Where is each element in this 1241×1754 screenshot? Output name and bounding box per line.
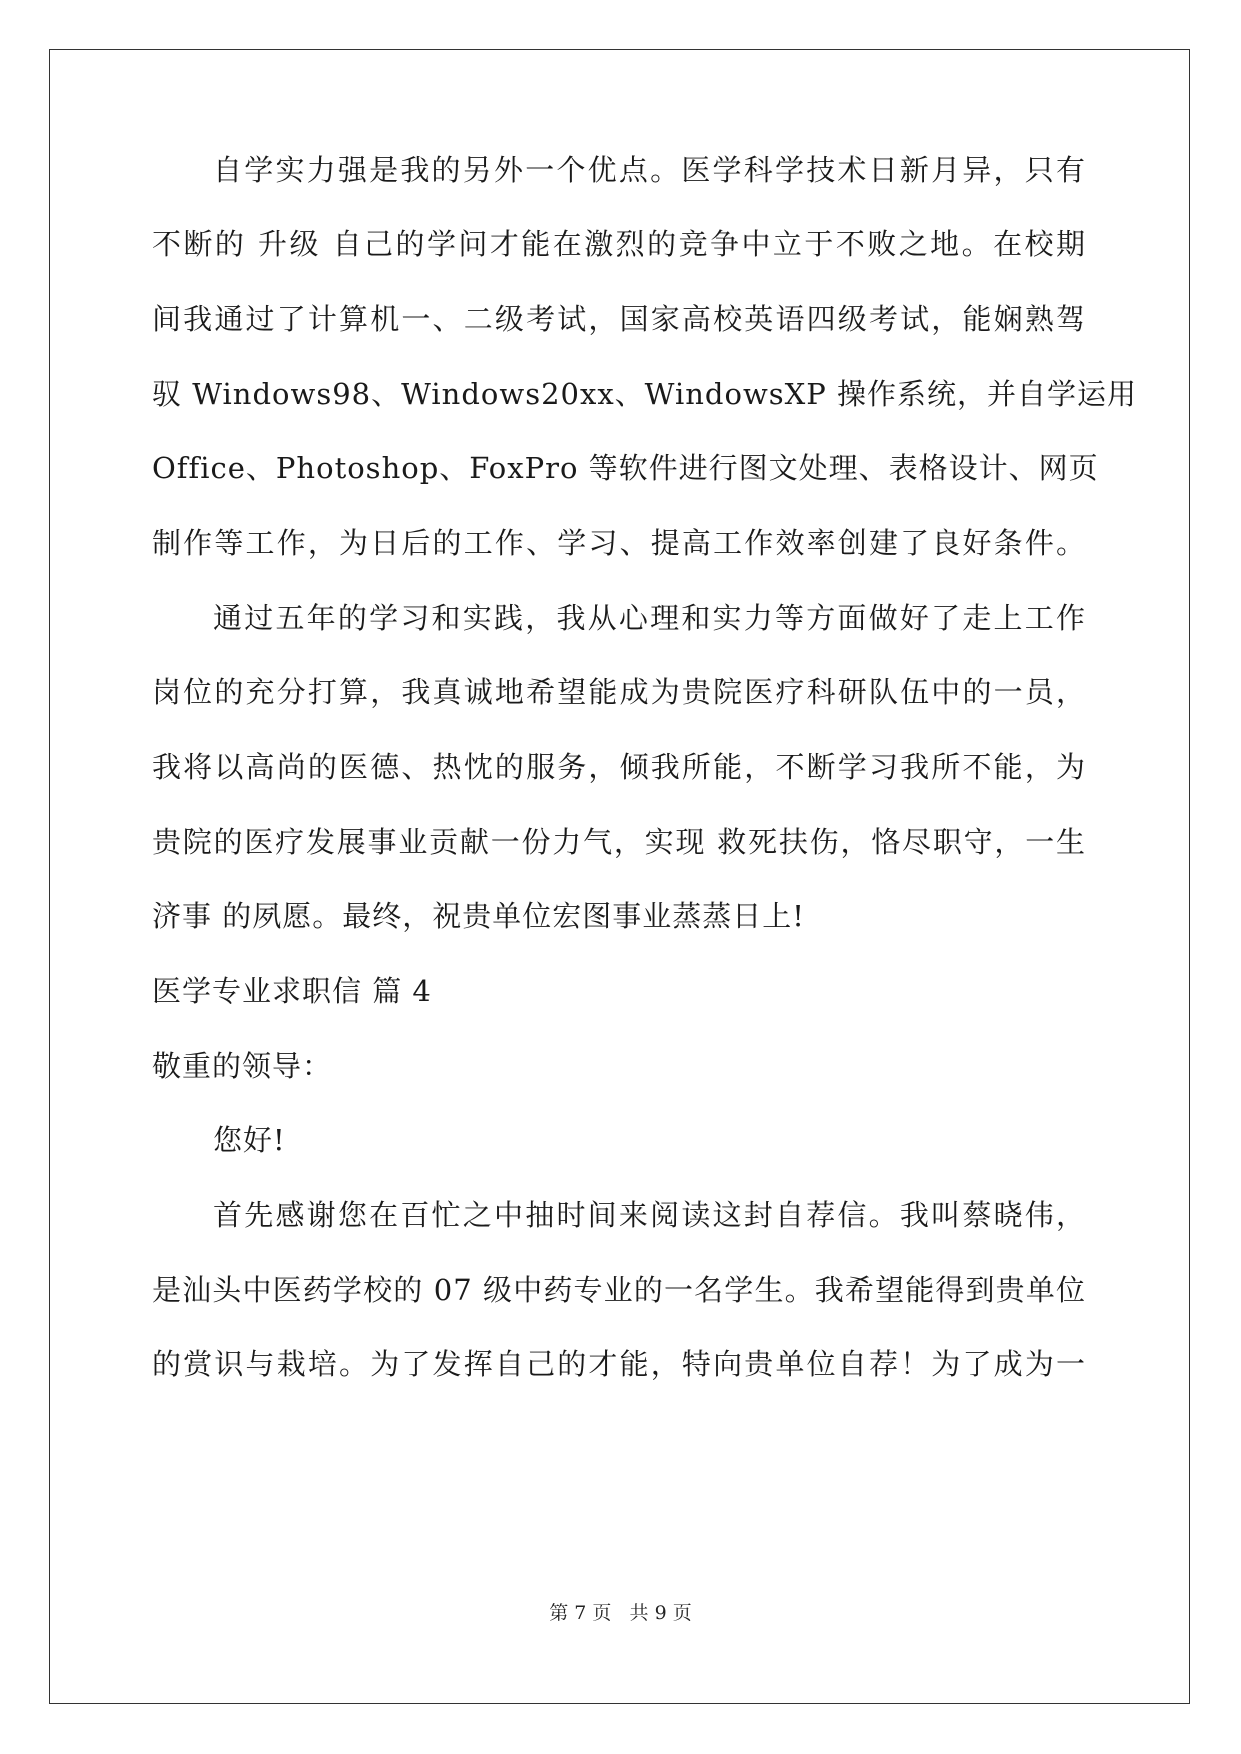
paragraph-1-line-5: Office、Photoshop、FoxPro 等软件进行图文处理、表格设计、网页 — [152, 451, 1099, 485]
page-border — [49, 49, 1190, 1704]
paragraph-3-line-1: 首先感谢您在百忙之中抽时间来阅读这封自荐信。我叫蔡晓伟， — [213, 1198, 1086, 1232]
paragraph-2-line-2: 岗位的充分打算，我真诚地希望能成为贵院医疗科研队伍中的一员， — [152, 675, 1086, 709]
paragraph-3-line-3: 的赏识与栽培。为了发挥自己的才能，特向贵单位自荐！为了成为一 — [152, 1347, 1086, 1381]
paragraph-2-line-5: 济事 的夙愿。最终，祝贵单位宏图事业蒸蒸日上! — [152, 899, 805, 933]
paragraph-2-line-1: 通过五年的学习和实践，我从心理和实力等方面做好了走上工作 — [213, 601, 1086, 635]
paragraph-1-line-4: 驭 Windows98、Windows20xx、WindowsXP 操作系统，并自学运用 — [152, 377, 1138, 411]
paragraph-2-line-3: 我将以高尚的医德、热忱的服务，倾我所能，不断学习我所不能，为 — [152, 750, 1086, 784]
paragraph-1-line-2: 不断的 升级 自己的学问才能在激烈的竞争中立于不败之地。在校期 — [152, 227, 1086, 261]
section-heading: 医学专业求职信 篇 4 — [152, 974, 432, 1008]
greeting: 您好! — [213, 1123, 286, 1157]
paragraph-1-line-6: 制作等工作，为日后的工作、学习、提高工作效率创建了良好条件。 — [152, 526, 1086, 560]
page-number: 第 7 页 共 9 页 — [549, 1602, 692, 1624]
paragraph-1-line-3: 间我通过了计算机一、二级考试，国家高校英语四级考试，能娴熟驾 — [152, 302, 1086, 336]
paragraph-2-line-4: 贵院的医疗发展事业贡献一份力气，实现 救死扶伤，恪尽职守，一生 — [152, 825, 1086, 859]
paragraph-1-line-1: 自学实力强是我的另外一个优点。医学科学技术日新月异，只有 — [213, 153, 1086, 187]
paragraph-3-line-2: 是汕头中医药学校的 07 级中药专业的一名学生。我希望能得到贵单位 — [152, 1273, 1086, 1307]
salutation: 敬重的领导： — [152, 1049, 333, 1083]
